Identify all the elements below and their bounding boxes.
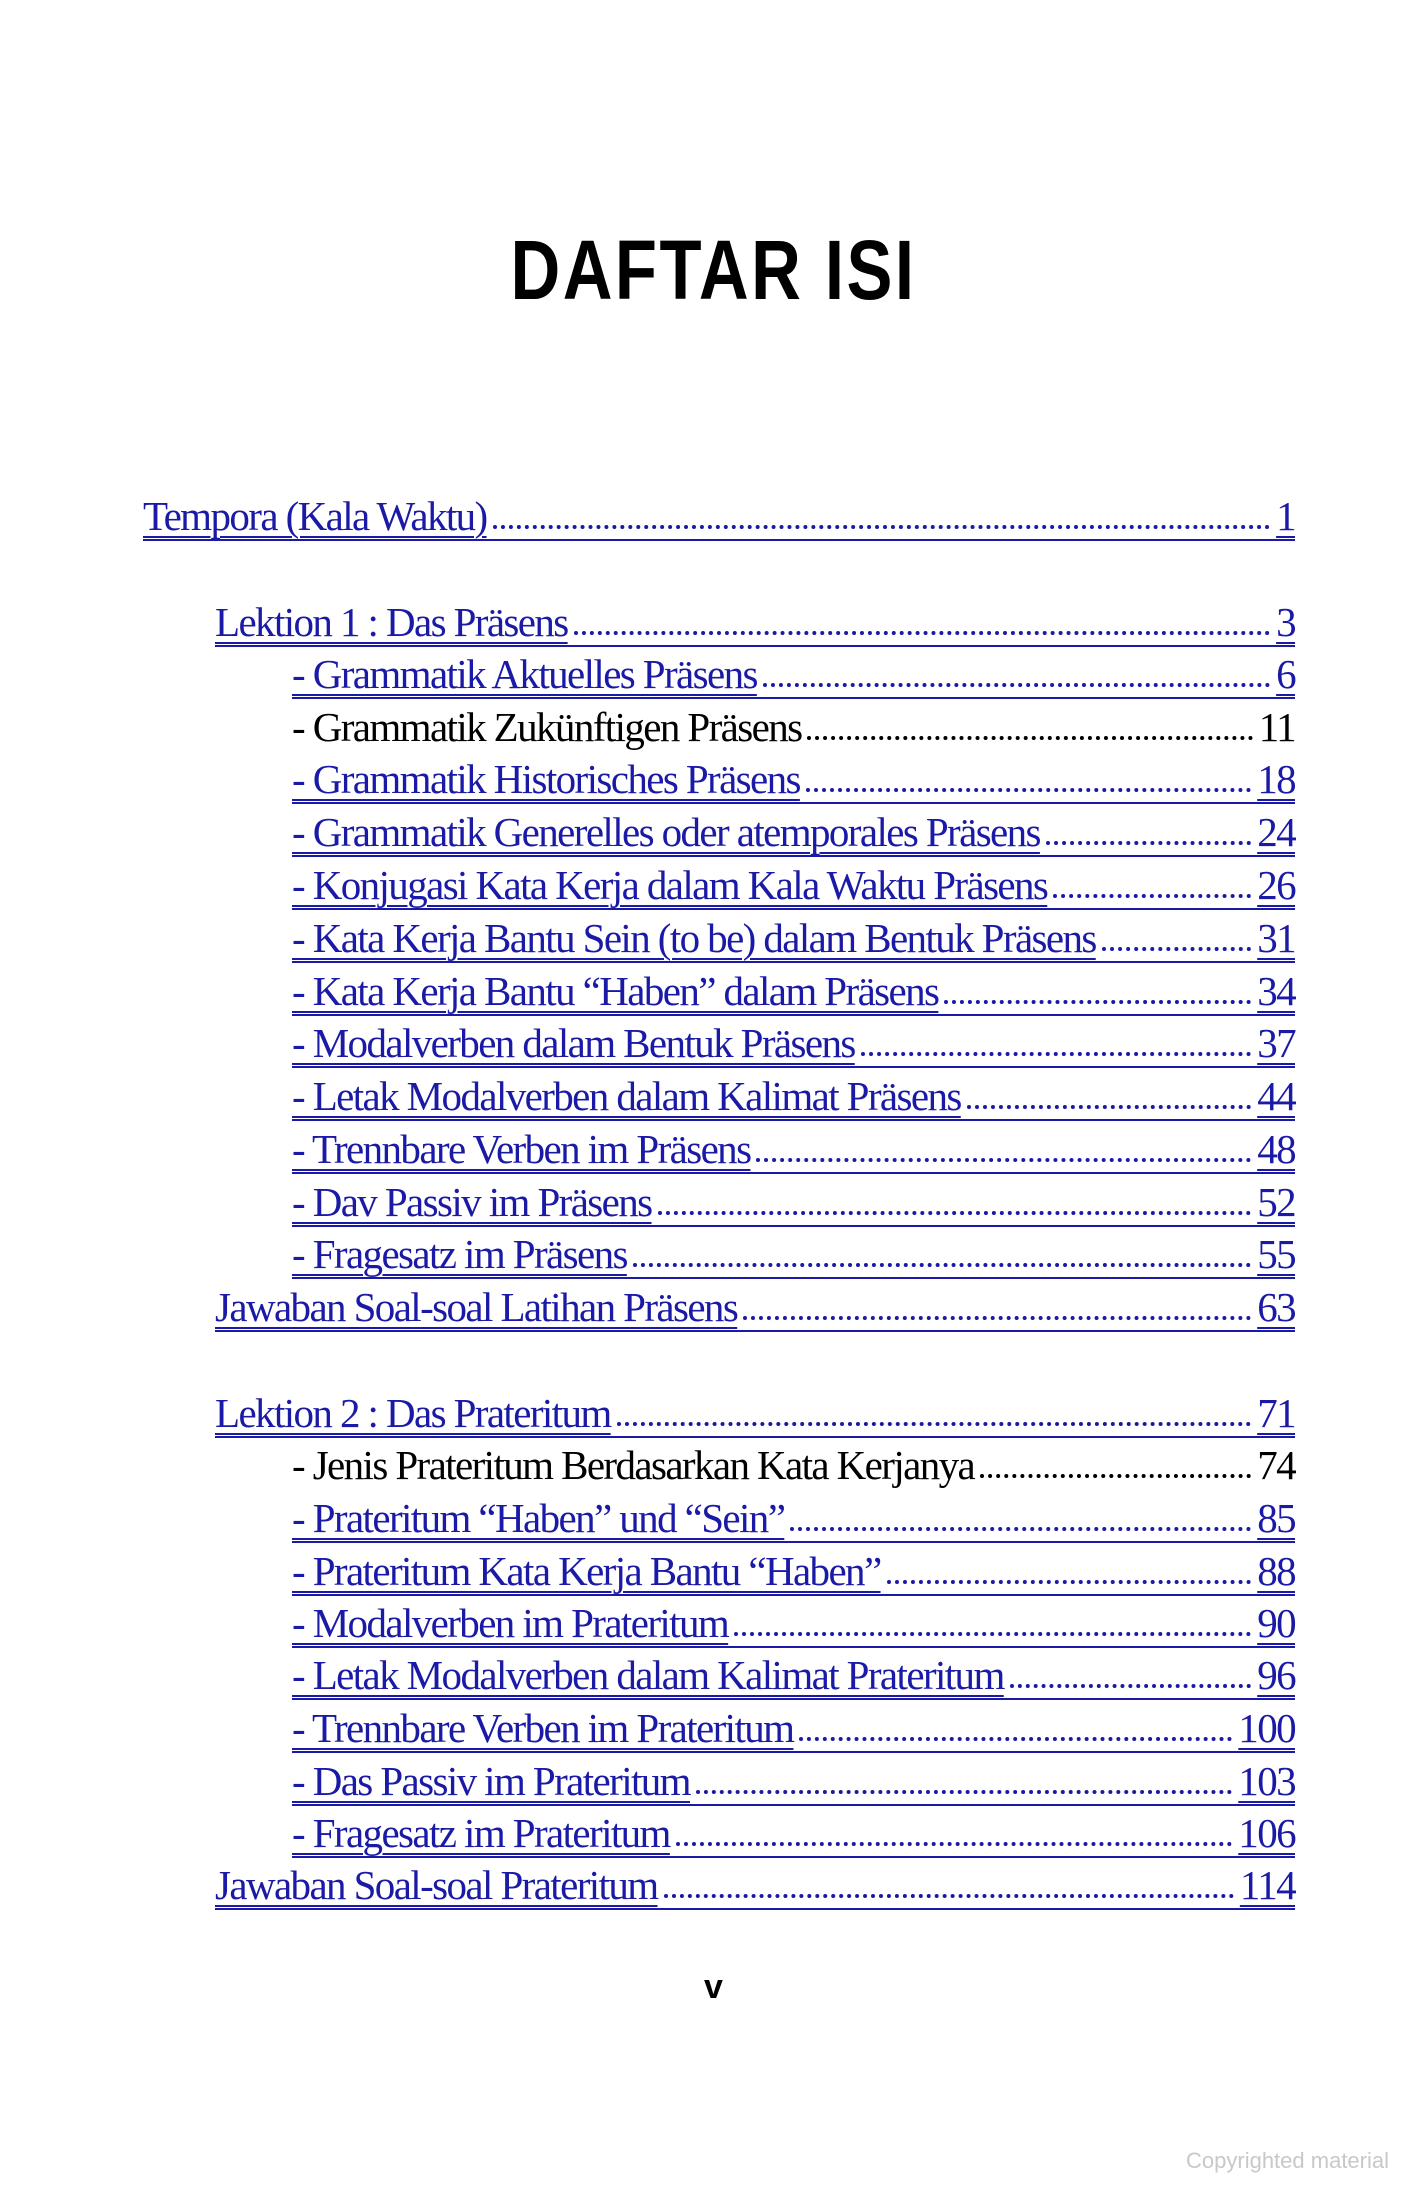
- dot-leader: [763, 649, 1270, 699]
- dot-leader: [944, 966, 1251, 1016]
- toc-entry-label: - Jenis Prateritum Berdasarkan Kata Kerjanya: [292, 1442, 975, 1488]
- toc-entry-label: - Letak Modalverben dalam Kalimat Prateritum: [292, 1652, 1004, 1698]
- dot-leader: [676, 1808, 1232, 1858]
- toc-entry[interactable]: [143, 491, 1295, 541]
- dot-leader: [734, 1598, 1251, 1648]
- toc-entry-page: 6: [1276, 651, 1295, 697]
- dot-leader: [1102, 913, 1251, 963]
- toc-entry-label: - Grammatik Historisches Präsens: [292, 756, 800, 802]
- dot-leader: [887, 1546, 1252, 1596]
- toc-entry[interactable]: [292, 1756, 1295, 1806]
- dot-leader: [967, 1071, 1251, 1121]
- toc-entry-page: 96: [1257, 1652, 1295, 1698]
- page-number: v: [704, 1968, 723, 2006]
- toc-entry[interactable]: [292, 860, 1295, 910]
- toc-entry-label: - Trennbare Verben im Präsens: [292, 1126, 751, 1172]
- toc-entry-page: 114: [1239, 1862, 1295, 1908]
- toc-entry[interactable]: [292, 1598, 1295, 1648]
- toc-entry-label: - Modalverben im Prateritum: [292, 1600, 729, 1646]
- toc-entry-label: - Kata Kerja Bantu “Haben” dalam Präsens: [292, 968, 939, 1014]
- toc-entry-label: - Letak Modalverben dalam Kalimat Präsens: [292, 1073, 961, 1119]
- toc-entry[interactable]: [292, 807, 1295, 857]
- toc-entry-page: 71: [1257, 1390, 1295, 1436]
- toc-entry[interactable]: [215, 1388, 1295, 1438]
- toc-entry-page: 90: [1257, 1600, 1295, 1646]
- toc-entry[interactable]: [292, 1018, 1295, 1068]
- toc-entry[interactable]: [215, 597, 1295, 647]
- dot-leader: [743, 1282, 1251, 1332]
- dot-leader: [574, 597, 1270, 647]
- toc-entry[interactable]: [292, 1493, 1295, 1543]
- toc-entry-label: Lektion 2 : Das Prateritum: [215, 1390, 611, 1436]
- toc-entry-label: Jawaban Soal-soal Prateritum: [215, 1862, 658, 1908]
- dot-leader: [1010, 1650, 1251, 1700]
- dot-leader: [664, 1860, 1234, 1910]
- toc-entry-page: 24: [1257, 809, 1295, 855]
- toc-entry-label: Tempora (Kala Waktu): [143, 493, 487, 539]
- toc-entry-page: 55: [1257, 1231, 1295, 1277]
- toc-entry[interactable]: [292, 913, 1295, 963]
- dot-leader: [633, 1229, 1251, 1279]
- toc-entry-label: Lektion 1 : Das Präsens: [215, 599, 568, 645]
- toc-entry-page: 88: [1257, 1548, 1295, 1594]
- toc-entry[interactable]: [292, 966, 1295, 1016]
- toc-entry-page: 18: [1257, 756, 1295, 802]
- toc-entry-label: - Dav Passiv im Präsens: [292, 1179, 652, 1225]
- toc-entry[interactable]: [292, 1124, 1295, 1174]
- dot-leader: [799, 1703, 1232, 1753]
- toc-entry[interactable]: [292, 1808, 1295, 1858]
- toc-entry-page: 103: [1238, 1758, 1295, 1804]
- dot-leader: [696, 1756, 1232, 1806]
- toc-entry-label: - Fragesatz im Prateritum: [292, 1810, 670, 1856]
- toc-entry-label: - Modalverben dalam Bentuk Präsens: [292, 1020, 855, 1066]
- toc-entry-label: - Grammatik Generelles oder atemporales Präsens: [292, 809, 1040, 855]
- page-title: DAFTAR ISI: [510, 223, 917, 317]
- toc-entry-label: - Kata Kerja Bantu Sein (to be) dalam Bentuk Präsens: [292, 915, 1096, 961]
- toc-entry-page: 100: [1238, 1705, 1295, 1751]
- toc-entry-page: 26: [1257, 862, 1295, 908]
- toc-entry-label: Jawaban Soal-soal Latihan Präsens: [215, 1284, 738, 1330]
- dot-leader: [617, 1388, 1252, 1438]
- dot-leader: [980, 1440, 1251, 1490]
- dot-leader: [806, 754, 1251, 804]
- toc-entry-label: - Das Passiv im Prateritum: [292, 1758, 690, 1804]
- dot-leader: [807, 702, 1252, 752]
- toc-entry-label: - Fragesatz im Präsens: [292, 1231, 627, 1277]
- toc-entry-page: 63: [1257, 1284, 1295, 1330]
- copyright-watermark: Copyrighted material: [1186, 2148, 1389, 2173]
- toc-entry-page: 1: [1276, 493, 1295, 539]
- dot-leader: [790, 1493, 1251, 1543]
- toc-entry[interactable]: [292, 1546, 1295, 1596]
- toc-entry-page: 106: [1238, 1810, 1295, 1856]
- toc-entry[interactable]: [215, 1282, 1295, 1332]
- toc-entry-label: - Grammatik Zukünftigen Präsens: [292, 704, 802, 750]
- toc-entry-label: - Prateritum Kata Kerja Bantu “Haben”: [292, 1548, 881, 1594]
- toc-entry-page: 34: [1257, 968, 1295, 1014]
- toc-entry-page: 37: [1257, 1020, 1295, 1066]
- toc-entry[interactable]: [215, 1860, 1295, 1910]
- toc-entry[interactable]: [292, 1177, 1295, 1227]
- toc-entry[interactable]: [292, 1650, 1295, 1700]
- toc-entry-page: 11: [1258, 704, 1295, 750]
- toc-entry[interactable]: [292, 1703, 1295, 1753]
- dot-leader: [1053, 860, 1251, 910]
- toc-entry-label: - Grammatik Aktuelles Präsens: [292, 651, 757, 697]
- toc-entry[interactable]: [292, 702, 1295, 752]
- toc-entry-label: - Konjugasi Kata Kerja dalam Kala Waktu Präsens: [292, 862, 1048, 908]
- toc-entry[interactable]: [292, 1440, 1295, 1490]
- toc-entry-page: 48: [1257, 1126, 1295, 1172]
- toc-entry-page: 31: [1257, 915, 1295, 961]
- toc-entry-label: - Prateritum “Haben” und “Sein”: [292, 1495, 785, 1541]
- toc-entry[interactable]: [292, 754, 1295, 804]
- dot-leader: [1046, 807, 1251, 857]
- toc-entry[interactable]: [292, 649, 1295, 699]
- toc-entry[interactable]: [292, 1229, 1295, 1279]
- dot-leader: [756, 1124, 1251, 1174]
- toc-entry-page: 3: [1276, 599, 1295, 645]
- toc-entry-label: - Trennbare Verben im Prateritum: [292, 1705, 794, 1751]
- dot-leader: [658, 1177, 1252, 1227]
- toc-entry-page: 44: [1257, 1073, 1295, 1119]
- toc-entry-page: 52: [1257, 1179, 1295, 1225]
- toc-entry-page: 85: [1257, 1495, 1295, 1541]
- dot-leader: [493, 491, 1271, 541]
- dot-leader: [861, 1018, 1251, 1068]
- toc-entry-page: 74: [1257, 1442, 1295, 1488]
- toc-entry[interactable]: [292, 1071, 1295, 1121]
